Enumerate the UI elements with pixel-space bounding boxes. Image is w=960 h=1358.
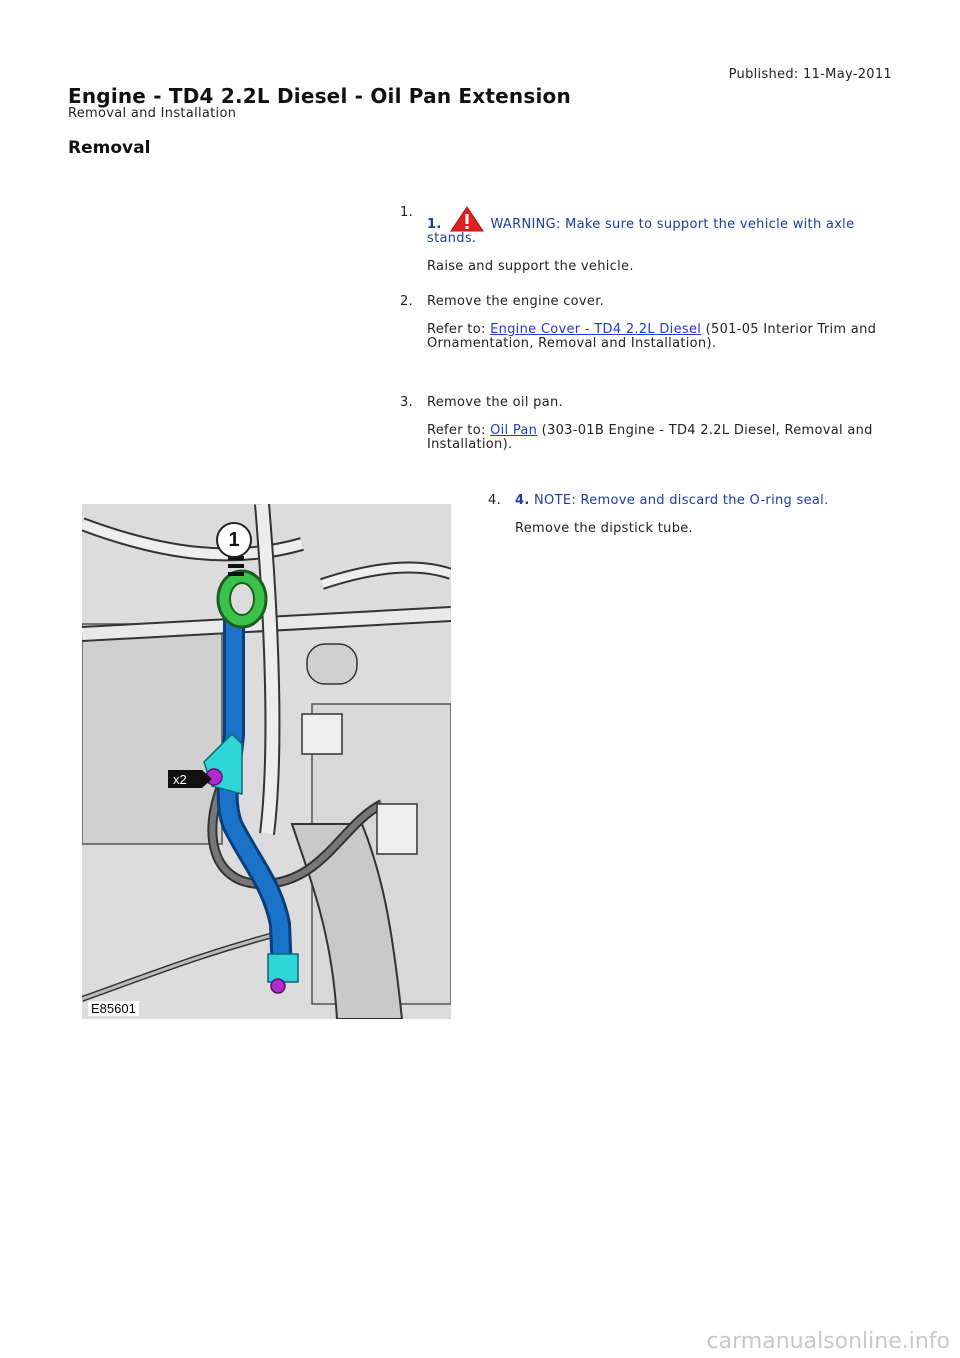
step-bold-number: 4.	[515, 493, 530, 508]
step-warning	[427, 206, 887, 246]
page-subtitle: Removal and Installation	[68, 106, 237, 121]
ref-prefix: Refer to:	[427, 322, 491, 337]
step-reference	[427, 424, 887, 452]
figure-label: E85601	[88, 1001, 139, 1016]
quantity-badge	[168, 770, 212, 788]
step-number: 4.	[488, 493, 502, 508]
ref-suffix: (303-01B Engine - TD4 2.2L Diesel, Removal and Installation).	[427, 423, 873, 452]
warning-text: WARNING: Make sure to support the vehicle with axle stands.	[427, 217, 855, 246]
step-number: 2.	[400, 294, 414, 309]
step-text: Raise and support the vehicle.	[427, 259, 634, 274]
step-text: Remove the oil pan.	[427, 395, 563, 410]
step-text: Remove the dipstick tube.	[515, 521, 693, 536]
step-number: 3.	[400, 395, 414, 410]
illustration-drawing	[82, 504, 451, 1019]
step-body	[515, 494, 960, 536]
page-title: Engine - TD4 2.2L Diesel - Oil Pan Extension	[68, 84, 571, 108]
note-text: NOTE: Remove and discard the O-ring seal.	[534, 493, 829, 508]
step-reference	[427, 323, 887, 351]
step-body	[427, 396, 887, 452]
oil-pan-link[interactable]: Oil Pan	[490, 423, 538, 438]
step-number: 1.	[400, 205, 414, 220]
step-body	[427, 295, 887, 351]
badge-text: x2	[173, 772, 187, 787]
callout-marker: 1	[216, 522, 252, 558]
published-date: Published: 11-May-2011	[728, 67, 892, 82]
step-bold-number: 1.	[427, 217, 442, 232]
watermark: carmanualsonline.info	[706, 1329, 950, 1354]
warning-icon	[450, 206, 484, 232]
engine-dipstick-illustration	[82, 504, 451, 1019]
section-heading: Removal	[68, 138, 151, 158]
step-note	[515, 494, 960, 508]
engine-cover-link[interactable]: Engine Cover - TD4 2.2L Diesel	[490, 322, 702, 337]
step-text: Remove the engine cover.	[427, 294, 605, 309]
step-body	[427, 206, 887, 274]
ref-prefix: Refer to:	[427, 423, 491, 438]
ref-suffix: (501-05 Interior Trim and Ornamentation, Removal and Installation).	[427, 322, 877, 351]
